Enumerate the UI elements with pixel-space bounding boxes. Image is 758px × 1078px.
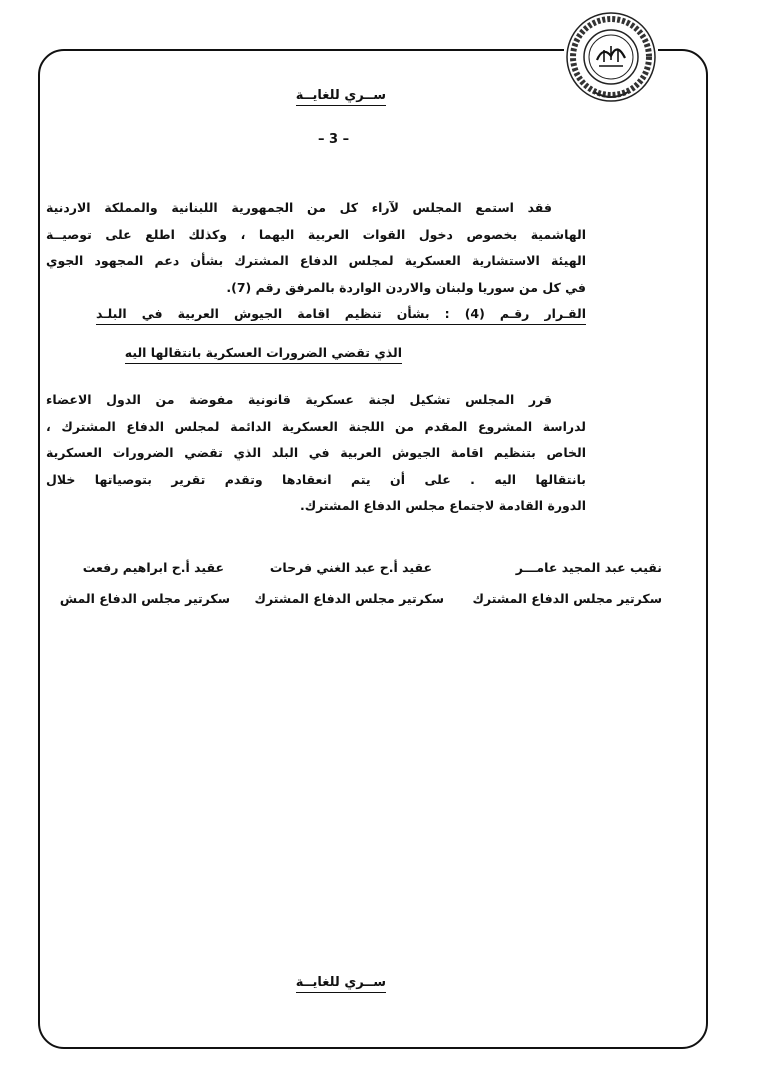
signatory-title: سكرتير مجلس الدفاع المشترك xyxy=(472,591,662,606)
header-classification: ســري للغايــة xyxy=(296,88,386,106)
paragraph-line: الهاشمية بخصوص دخول القوات العربية اليهما ، وكذلك اطلع على توصيــة xyxy=(46,226,586,242)
footer-classification: ســري للغايــة xyxy=(296,975,386,993)
resolution-title: القـرار رقـم (4) : بشأن تنظيم اقامة الجيوش العربية في البلـد xyxy=(96,306,586,325)
signatory-name: نقيب عبد المجيد عامـــر xyxy=(515,560,662,575)
paragraph-line: الدورة القادمة لاجتماع مجلس الدفاع المشترك. xyxy=(299,498,586,513)
paragraph-line: بانتقالها اليه . على أن يتم انعقادها وتقدم تقرير بتوصياتها خلال xyxy=(46,471,586,487)
paragraph-line: لدراسة المشروع المقدم من اللجنة العسكرية الدائمة لمجلس الدفاع المشترك ، xyxy=(46,418,586,434)
paragraph-resolution-text xyxy=(46,387,586,520)
signatory-name: عقيد أ.ح ابراهيم رفعت xyxy=(82,560,224,575)
paragraph-council-review xyxy=(46,195,586,301)
paragraph-line: في كل من سوريا ولبنان والاردن الواردة بالمرفق رقم (7). xyxy=(226,279,586,295)
paragraph-line: الهيئة الاستشارية العسكرية لمجلس الدفاع المشترك بشأن دعم المجهود الجوي xyxy=(46,253,586,268)
signatory-title: سكرتير مجلس الدفاع المش xyxy=(59,591,230,606)
arab-league-seal-icon xyxy=(564,10,658,104)
paragraph-line: قرر المجلس تشكيل لجنة عسكرية قانونية مفوضة من الدول الاعضاء xyxy=(46,392,552,407)
resolution-subtitle: الذي تقضي الضرورات العسكرية بانتقالها اليه xyxy=(125,345,402,364)
paragraph-line: الخاص بتنظيم اقامة الجيوش العربية في البلد الذي تقضي الضرورات العسكرية xyxy=(46,445,586,460)
paragraph-line: فقد استمع المجلس لآراء كل من الجمهورية اللبنانية والمملكة الاردنية xyxy=(46,200,552,215)
signatory-name: عقيد أ.ح عبد الغني فرحات xyxy=(269,560,432,575)
signatory-title: سكرتير مجلس الدفاع المشترك xyxy=(254,591,444,606)
page-number: – 3 – xyxy=(318,132,350,147)
